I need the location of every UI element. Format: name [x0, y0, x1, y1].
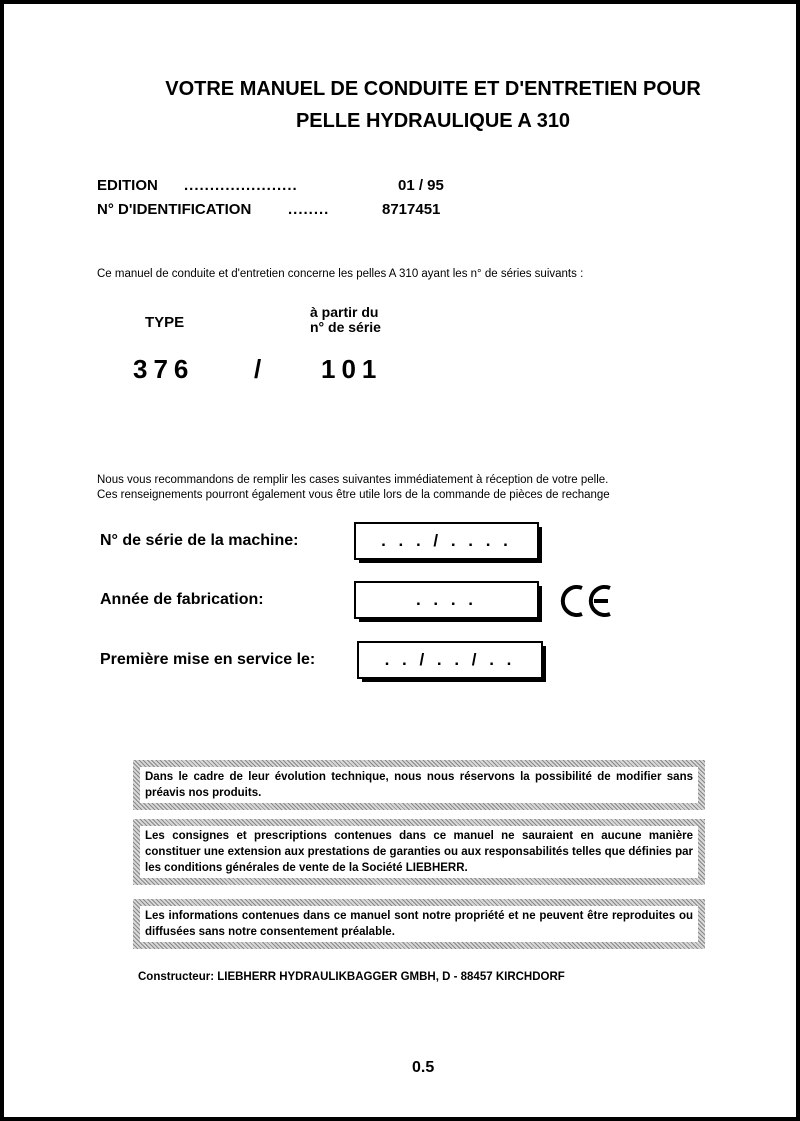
type-header: TYPE [145, 314, 185, 331]
ce-mark-icon [558, 582, 616, 620]
notice-property-text: Les informations contenues dans ce manuel sont notre propriété et ne peuvent être reproduites ou diffusées sans notre consentement préalable. [140, 906, 698, 942]
notice-property [133, 899, 705, 949]
serial-value: 101 [321, 354, 383, 384]
page-number: 0.5 [412, 1059, 435, 1076]
service-field-value: . . / . . / . . [384, 650, 516, 669]
service-field[interactable] [357, 641, 543, 679]
serial-field[interactable] [354, 522, 539, 560]
manual-page [4, 4, 796, 1117]
series-separator: / [254, 354, 262, 384]
year-field-value: . . . . [415, 590, 478, 609]
notice-warranty [133, 819, 705, 885]
service-field-label: Première mise en service le: [100, 651, 316, 668]
title-line-1: VOTRE MANUEL DE CONDUITE ET D'ENTRETIEN POUR [165, 78, 701, 100]
year-field-label: Année de fabrication: [100, 591, 264, 608]
notice-warranty-text: Les consignes et prescriptions contenues dans ce manuel ne sauraient en aucune manière constituer une extension aux prestations de garanties ou aux responsabilités telles que définies par les conditions générales de vente de la Société LIEBHERR. [140, 826, 698, 878]
serial-field-value: . . . / . . . . [381, 531, 512, 550]
edition-dots: ...................... [184, 177, 298, 194]
constructor-text: Constructeur: LIEBHERR HYDRAULIKBAGGER GMBH, D - 88457 KIRCHDORF [138, 971, 565, 983]
identification-label: N° D'IDENTIFICATION [97, 201, 252, 218]
recommend-line-2: Ces renseignements pourront également vous être utile lors de la commande de pièces de rechange [97, 489, 610, 501]
edition-label: EDITION [97, 177, 158, 194]
year-field[interactable] [354, 581, 539, 619]
recommend-line-1: Nous vous recommandons de remplir les cases suivantes immédiatement à réception de votre pelle. [97, 474, 609, 486]
edition-value: 01 / 95 [398, 177, 444, 194]
from-header-line-1: à partir du [310, 304, 379, 320]
notice-evolution [133, 760, 705, 810]
notice-evolution-text: Dans le cadre de leur évolution technique, nous nous réservons la possibilité de modifier sans préavis nos produits. [140, 767, 698, 803]
serial-field-label: N° de série de la machine: [100, 532, 299, 549]
from-header-line-2: n° de série [310, 319, 381, 335]
identification-dots: ........ [288, 201, 330, 218]
title-line-2: PELLE HYDRAULIQUE A 310 [295, 110, 571, 132]
concern-text: Ce manuel de conduite et d'entretien concerne les pelles A 310 ayant les n° de séries suivants : [97, 268, 584, 280]
type-value: 376 [133, 354, 195, 384]
identification-value: 8717451 [382, 201, 441, 218]
